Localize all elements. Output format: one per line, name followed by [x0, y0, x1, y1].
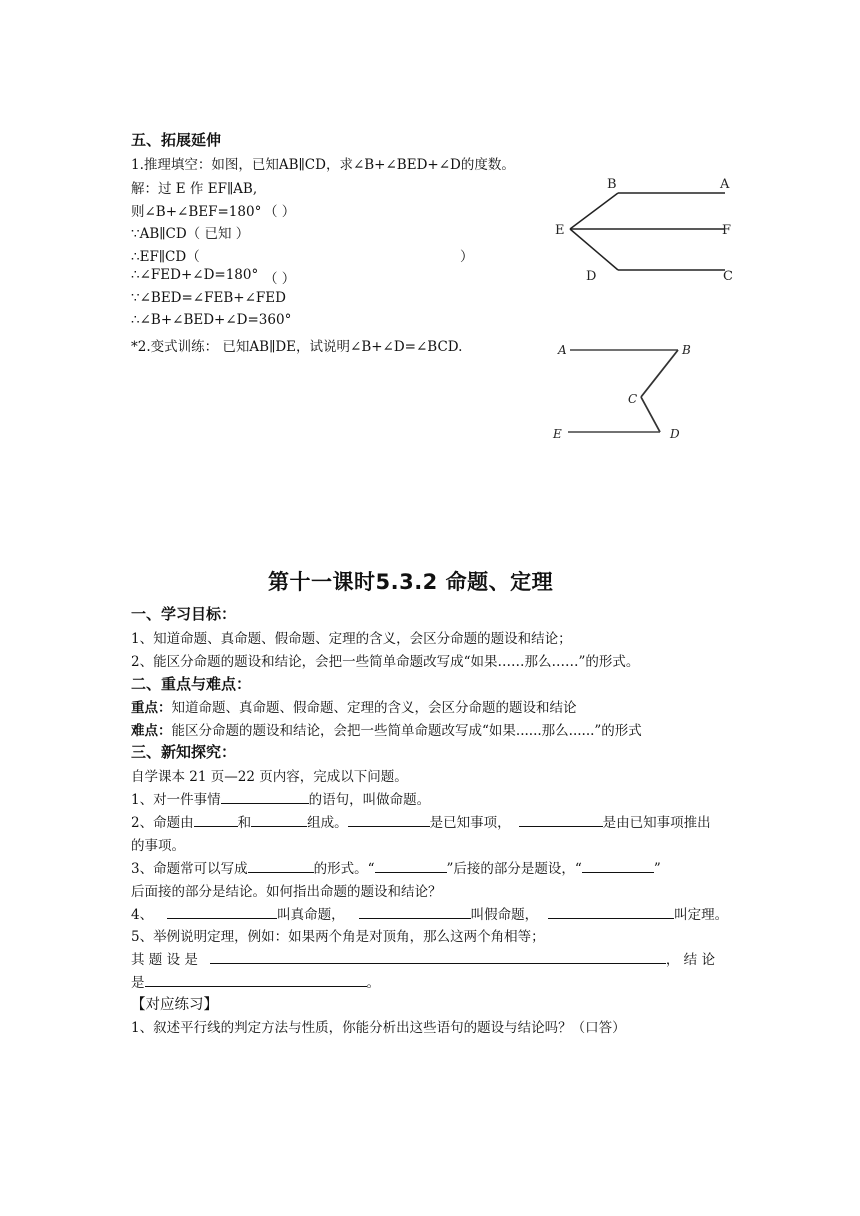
explore-intro: 自学课本 21 页—22 页内容，完成以下问题。 [131, 769, 408, 785]
explore-q2-cont: 的事项。 [131, 838, 185, 854]
section-heading-keypoints: 二、重点与难点： [131, 675, 252, 693]
solution-line-1: 解：过 E 作 EF∥AB, [131, 181, 258, 197]
question-2-text: *2.变式训练： 已知AB∥DE，试说明∠B+∠D=∠BCD. [131, 339, 463, 355]
answer-blank-q2-2[interactable] [251, 812, 307, 827]
answer-blank-q2-3[interactable] [348, 812, 430, 827]
fig2-label-E: E [553, 427, 562, 441]
explore-q5: 5、举例说明定理，例如：如果两个角是对顶角，那么这两个角相等； [131, 929, 545, 945]
explore-q5-hypothesis-line [131, 948, 715, 968]
figure-parallel-lines-2 [548, 335, 718, 450]
reason-blank-2-close[interactable]: ） [460, 249, 474, 265]
key-point-label: 重点： [131, 700, 172, 716]
reason-blank-3[interactable]: （ ） [264, 271, 296, 287]
key-point-line [131, 696, 577, 716]
answer-blank-q2-4[interactable] [519, 812, 603, 827]
explore-q3-part-c: ”后接的部分是题设，“ [446, 861, 582, 877]
explore-q2-part-c: 组成。 [307, 815, 348, 831]
answer-blank-q4-3[interactable] [548, 904, 674, 919]
explore-q4-part-a: 4、 [131, 907, 154, 923]
reason-blank-1[interactable]: （ ） [264, 204, 296, 220]
fig2-label-C: C [628, 392, 638, 406]
answer-blank-q4-1[interactable] [167, 904, 277, 919]
goal-item-2: 2、能区分命题的题设和结论，会把一些简单命题改写成“如果……那么……”的形式。 [131, 654, 640, 670]
solution-line-7: ∴∠B+∠BED+∠D=360° [131, 312, 292, 328]
answer-blank-q1[interactable] [221, 789, 309, 804]
explore-q5-end: 。 [366, 975, 380, 991]
lesson-title: 第十一课时5.3.2 命题、定理 [268, 570, 554, 594]
figure-parallel-lines-1 [540, 170, 750, 285]
explore-q1-prefix: 1、对一件事情 [131, 792, 221, 808]
solution-line-5: ∴∠FED+∠D=180° [131, 267, 259, 283]
fig1-label-F: F [722, 223, 732, 238]
explore-q2-part-b: 和 [237, 815, 252, 831]
key-point-text: 知道命题、真命题、假命题、定理的含义，会区分命题的题设和结论 [171, 700, 577, 716]
explore-q1-suffix: 的语句，叫做命题。 [308, 792, 431, 808]
goal-item-1: 1、知道命题、真命题、假命题、定理的含义，会区分命题的题设和结论； [131, 631, 572, 647]
answer-blank-hypothesis[interactable] [210, 949, 666, 964]
fig2-label-B: B [682, 343, 691, 357]
fig1-label-A: A [720, 177, 730, 192]
explore-q3-part-b: 的形式。“ [313, 861, 375, 877]
difficult-point-label: 难点： [131, 723, 172, 739]
explore-q4 [131, 903, 728, 923]
practice-heading: 【对应练习】 [131, 997, 218, 1013]
solution-line-2: 则∠B+∠BEF=180° [131, 204, 262, 220]
answer-blank-q3-3[interactable] [582, 858, 654, 873]
section-heading-goals: 一、学习目标： [131, 605, 237, 623]
explore-q2-part-e: 是由已知事项推出 [602, 815, 711, 831]
section-heading-extension: 五、拓展延伸 [131, 131, 222, 149]
solution-line-3: ∵AB∥CD（ 已知 ） [131, 226, 250, 242]
fig1-label-C: C [723, 269, 733, 284]
explore-q1 [131, 788, 430, 808]
explore-q2-part-a: 2、命题由 [131, 815, 194, 831]
solution-line-4: ∴EF∥CD（ [131, 249, 200, 265]
fig1-label-D: D [586, 269, 597, 284]
answer-blank-q3-2[interactable] [375, 858, 447, 873]
difficult-point-text: 能区分命题的题设和结论，会把一些简单命题改写成“如果......那么......”的形式 [171, 723, 642, 739]
fig2-label-D: D [670, 427, 680, 441]
answer-blank-q4-2[interactable] [359, 904, 471, 919]
fig1-label-E: E [555, 223, 565, 238]
section-heading-explore: 三、新知探究： [131, 743, 237, 761]
explore-q2 [131, 811, 711, 831]
fig1-label-B: B [607, 177, 617, 192]
explore-q5-conclusion-line [131, 971, 380, 991]
explore-q3-part-d: ” [653, 861, 661, 877]
explore-q5-hypothesis-label: 其 题 设 是 [131, 952, 198, 968]
answer-blank-q3-1[interactable] [248, 858, 314, 873]
practice-item-1: 1、叙述平行线的判定方法与性质，你能分析出这些语句的题设与结论吗？（口答） [131, 1020, 626, 1036]
explore-q4-part-d: 叫定理。 [674, 907, 729, 923]
explore-q3 [131, 857, 661, 877]
explore-q5-conclusion-prefix: 是 [131, 975, 145, 991]
explore-q4-part-c: 叫假命题， [470, 907, 539, 923]
explore-q4-part-b: 叫真命题， [277, 907, 345, 923]
explore-q3-part-a: 3、命题常可以写成 [131, 861, 248, 877]
solution-line-6: ∵∠BED=∠FEB+∠FED [131, 290, 286, 306]
fig2-label-A: A [558, 343, 567, 357]
difficult-point-line [131, 719, 642, 739]
answer-blank-q2-1[interactable] [194, 812, 238, 827]
explore-q3-cont: 后面接的部分是结论。如何指出命题的题设和结论？ [131, 884, 442, 900]
question-1-text: 1.推理填空：如图，已知AB∥CD，求∠B+∠BED+∠D的度数。 [131, 157, 515, 173]
explore-q2-part-d: 是已知事项， [429, 815, 511, 831]
explore-q5-conclusion-label: ， 结 论 [665, 952, 715, 968]
answer-blank-conclusion[interactable] [145, 972, 367, 987]
